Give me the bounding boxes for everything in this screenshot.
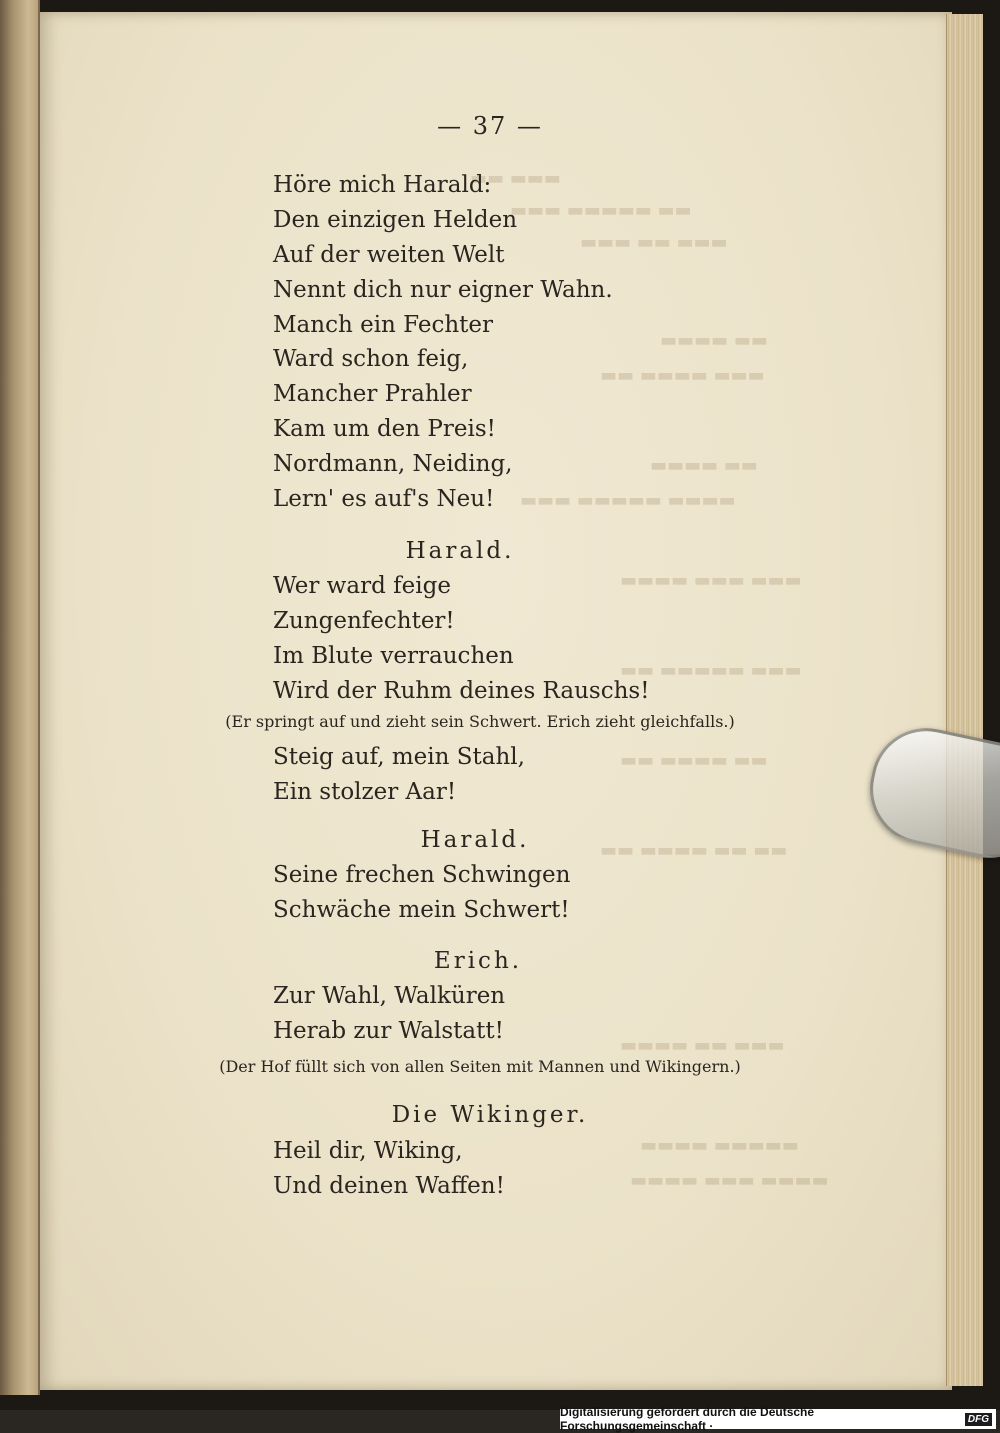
verse-line: Zungenfechter! xyxy=(273,608,455,634)
verse-line: Manch ein Fechter xyxy=(273,312,494,338)
verse-line: Ein stolzer Aar! xyxy=(273,779,457,805)
speaker-heading: Erich. xyxy=(433,948,523,974)
verse-line: Wer ward feige xyxy=(273,573,451,599)
verse-line: Und deinen Waffen! xyxy=(273,1173,505,1199)
verse-line: Seine frechen Schwingen xyxy=(273,862,571,888)
credit-text: Digitalisierung gefördert durch die Deutsche Forschungsgemeinschaft · xyxy=(560,1405,815,1433)
digitization-credit xyxy=(560,1405,996,1433)
dfg-logo: DFG xyxy=(965,1413,992,1426)
verse-line: Nordmann, Neiding, xyxy=(273,451,513,477)
speaker-heading: Harald. xyxy=(420,827,530,853)
verse-line: Höre mich Harald: xyxy=(273,172,492,198)
verse-line: Ward schon feig, xyxy=(273,346,469,372)
verse-line: Herab zur Walstatt! xyxy=(273,1018,504,1044)
stage-direction: (Der Hof füllt sich von allen Seiten mit Mannen und Wikingern.) xyxy=(219,1057,741,1076)
speaker-heading: Die Wikinger. xyxy=(391,1102,589,1128)
stage-direction: (Er springt auf und zieht sein Schwert. Erich zieht gleichfalls.) xyxy=(225,712,735,731)
speaker-heading: Harald. xyxy=(405,538,515,564)
verse-line: Steig auf, mein Stahl, xyxy=(273,744,525,770)
verse-line: Auf der weiten Welt xyxy=(273,242,505,268)
page-number: — 37 — xyxy=(437,112,543,140)
verse-line: Nennt dich nur eigner Wahn. xyxy=(273,277,613,303)
verse-line: Den einzigen Helden xyxy=(273,207,518,233)
verse-line: Kam um den Preis! xyxy=(273,416,496,442)
verse-line: Im Blute verrauchen xyxy=(273,643,514,669)
verse-line: Mancher Prahler xyxy=(273,381,472,407)
verse-line: Wird der Ruhm deines Rauschs! xyxy=(273,678,650,704)
verse-line: Heil dir, Wiking, xyxy=(273,1138,463,1164)
verse-line: Zur Wahl, Walküren xyxy=(273,983,506,1009)
verse-line: Schwäche mein Schwert! xyxy=(273,897,570,923)
verse-line: Lern' es auf's Neu! xyxy=(273,486,495,512)
